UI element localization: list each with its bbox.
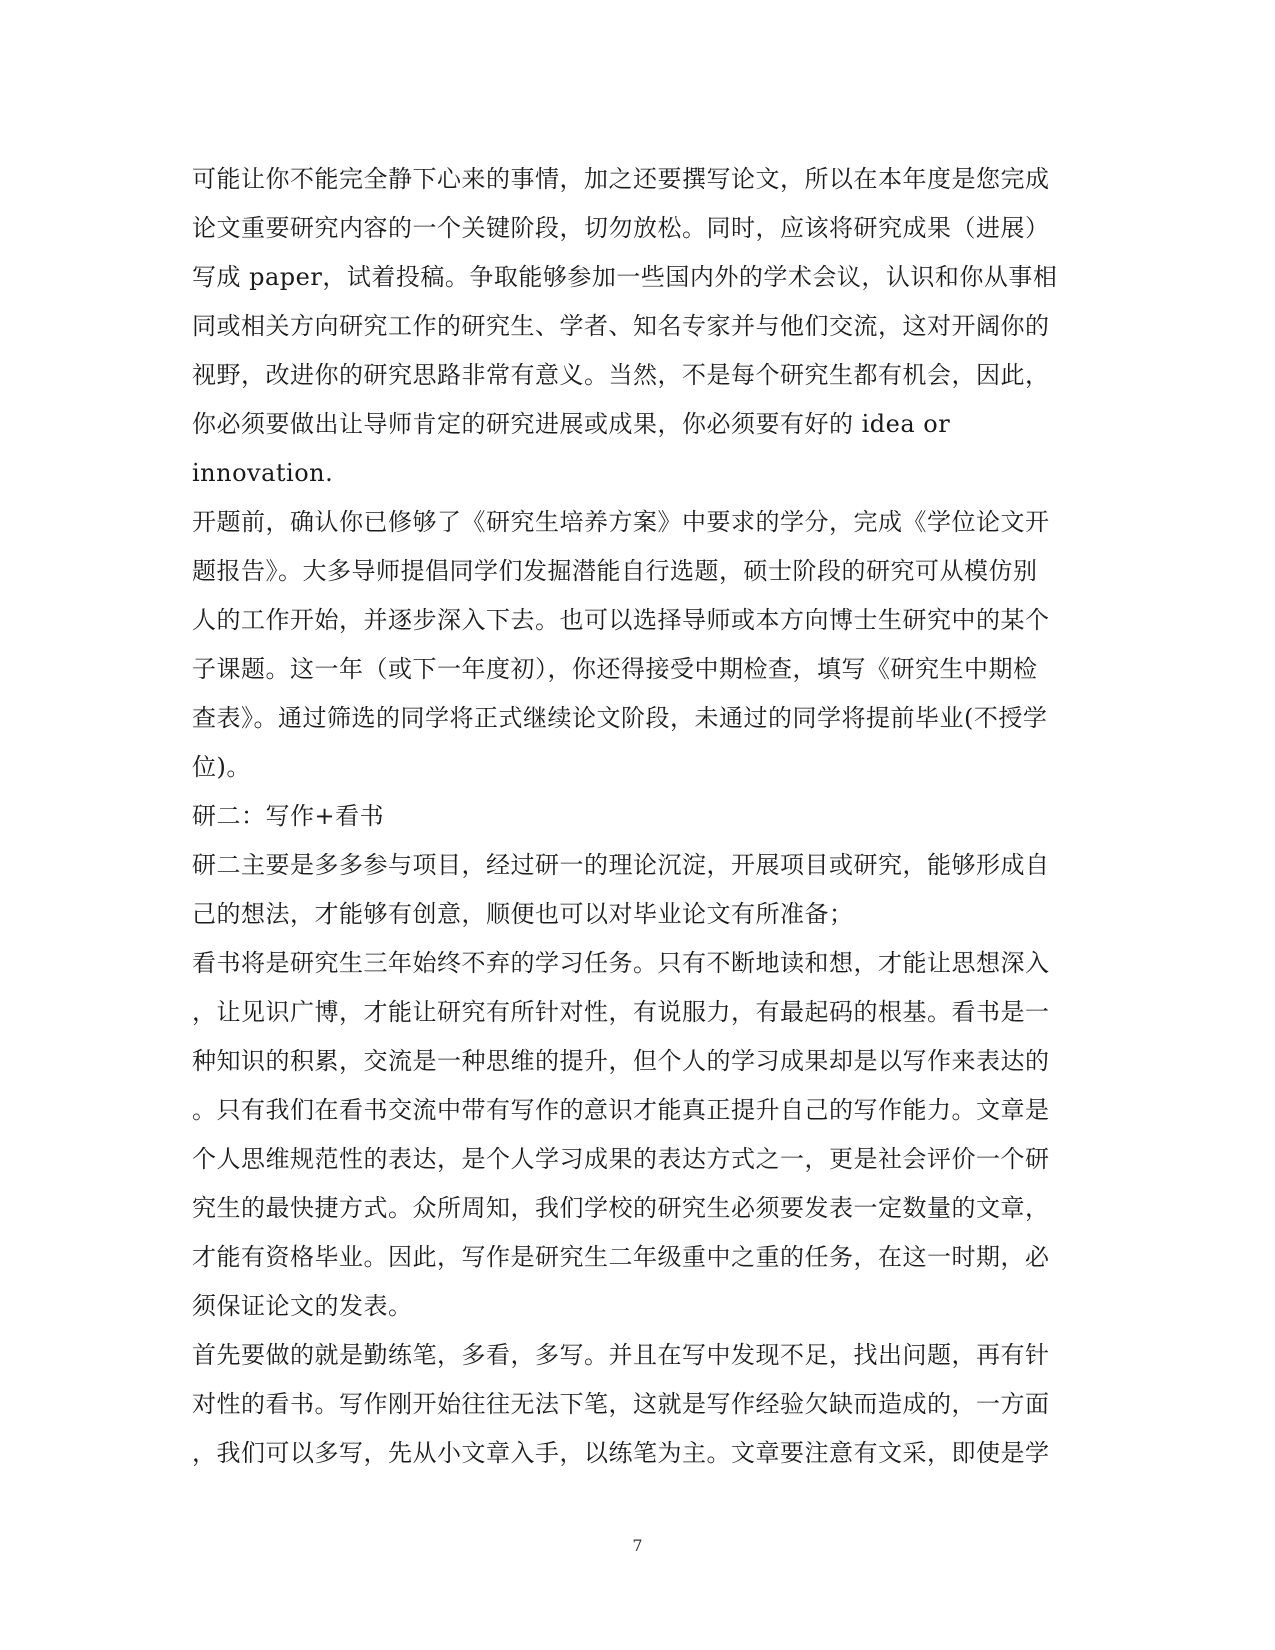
text-line: 究生的最快捷方式。众所周知，我们学校的研究生必须要发表一定数量的文章， [192, 1194, 1050, 1222]
text-line: 同或相关方向研究工作的研究生、学者、知名专家并与他们交流，这对开阔你的 [192, 312, 1050, 340]
text-line: ，我们可以多写，先从小文章入手，以练笔为主。文章要注意有文采，即使是学 [192, 1439, 1050, 1467]
text-line: 你必须要做出让导师肯定的研究进展或成果，你必须要有好的 idea or [192, 410, 951, 438]
body-text [192, 160, 1092, 1483]
text-line: 查表》。通过筛选的同学将正式继续论文阶段，未通过的同学将提前毕业(不授学 [192, 704, 1048, 732]
text-line: 视野，改进你的研究思路非常有意义。当然，不是每个研究生都有机会，因此， [192, 361, 1050, 389]
text-line: 论文重要研究内容的一个关键阶段，切勿放松。同时，应该将研究成果（进展） [192, 214, 1050, 242]
text-line: 看书将是研究生三年始终不弃的学习任务。只有不断地读和想，才能让思想深入 [192, 949, 1050, 977]
text-line: 研二主要是多多参与项目，经过研一的理论沉淀，开展项目或研究，能够形成自 [192, 851, 1050, 879]
text-line: 己的想法，才能够有创意，顺便也可以对毕业论文有所准备； [192, 900, 854, 928]
text-line: 须保证论文的发表。 [192, 1292, 413, 1320]
text-line: 子课题。这一年（或下一年度初），你还得接受中期检查，填写《研究生中期检 [192, 655, 1038, 683]
text-line: 题报告》。大多导师提倡同学们发掘潜能自行选题，硕士阶段的研究可从模仿别 [192, 557, 1038, 585]
text-line: 个人思维规范性的表达，是个人学习成果的表达方式之一，更是社会评价一个研 [192, 1145, 1050, 1173]
text-line: 人的工作开始，并逐步深入下去。也可以选择导师或本方向博士生研究中的某个 [192, 606, 1050, 634]
text-line: 写成 paper，试着投稿。争取能够参加一些国内外的学术会议，认识和你从事相 [192, 263, 1058, 291]
text-line: 可能让你不能完全静下心来的事情，加之还要撰写论文，所以在本年度是您完成 [192, 165, 1050, 193]
text-line: 对性的看书。写作刚开始往往无法下笔，这就是写作经验欠缺而造成的，一方面 [192, 1390, 1050, 1418]
text-line: 首先要做的就是勤练笔，多看，多写。并且在写中发现不足，找出问题，再有针 [192, 1341, 1050, 1369]
text-line: 。只有我们在看书交流中带有写作的意识才能真正提升自己的写作能力。文章是 [192, 1096, 1050, 1124]
text-line: ，让见识广博，才能让研究有所针对性，有说服力，有最起码的根基。看书是一 [192, 998, 1050, 1026]
text-line: 位)。 [192, 753, 251, 781]
text-line: 研二：写作+看书 [192, 802, 385, 830]
text-line: innovation. [192, 459, 334, 487]
text-line: 开题前，确认你已修够了《研究生培养方案》中要求的学分，完成《学位论文开 [192, 508, 1050, 536]
page-number: 7 [632, 1536, 643, 1555]
text-line: 才能有资格毕业。因此，写作是研究生二年级重中之重的任务，在这一时期，必 [192, 1243, 1050, 1271]
text-line: 种知识的积累，交流是一种思维的提升，但个人的学习成果却是以写作来表达的 [192, 1047, 1050, 1075]
